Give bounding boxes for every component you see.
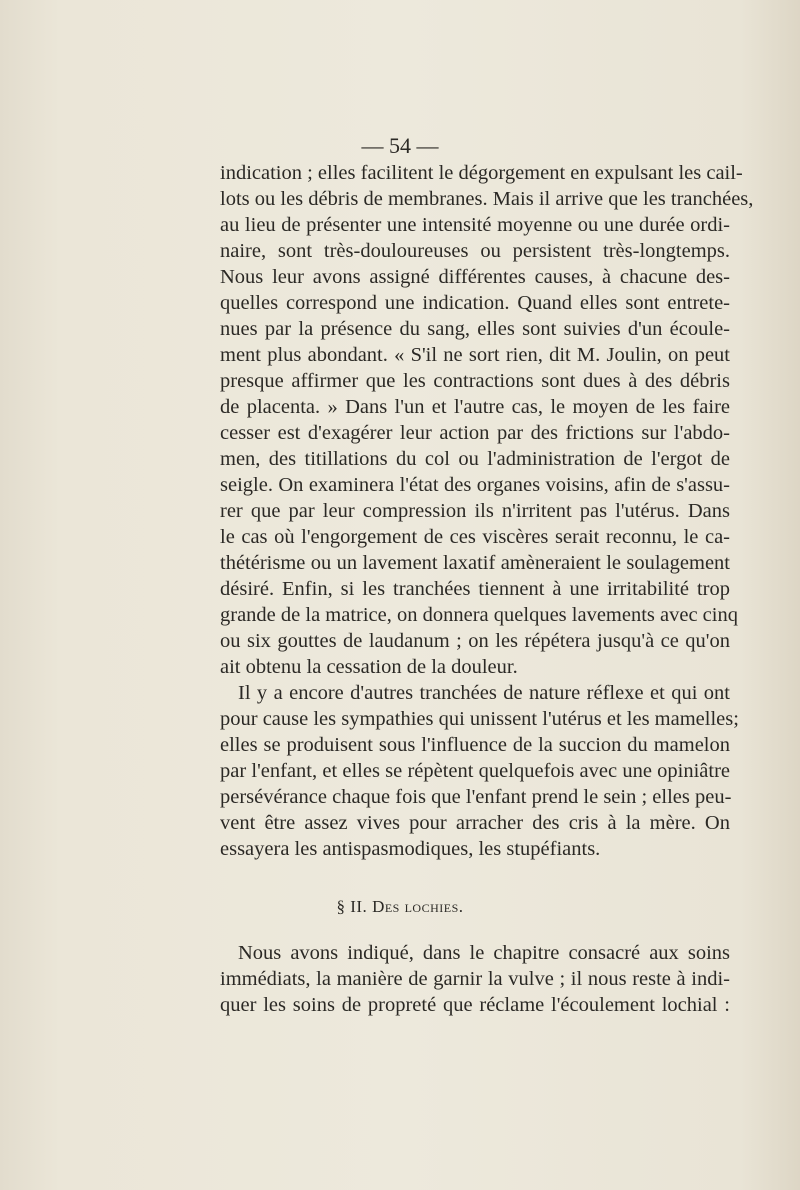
text-line: nues par la présence du sang, elles sont suivies d'un écoule- <box>220 318 730 340</box>
text-line: grande de la matrice, on donnera quelques lavements avec cinq <box>220 604 738 626</box>
text-line: naire, sont très-douloureuses ou persistent très-longtemps. <box>220 240 730 262</box>
text-line: ment plus abondant. « S'il ne sort rien, dit M. Joulin, on peut <box>220 344 730 366</box>
text-line: immédiats, la manière de garnir la vulve ; il nous reste à indi- <box>220 968 730 990</box>
text-line: ait obtenu la cessation de la douleur. <box>220 656 518 678</box>
text-line: ou six gouttes de laudanum ; on les répétera jusqu'à ce qu'on <box>220 630 730 652</box>
section-heading <box>0 897 800 917</box>
text-line: de placenta. » Dans l'un et l'autre cas, le moyen de les faire <box>220 396 730 418</box>
text-line: vent être assez vives pour arracher des cris à la mère. On <box>220 812 730 834</box>
text-line: presque affirmer que les contractions sont dues à des débris <box>220 370 730 392</box>
text-line: Il y a encore d'autres tranchées de nature réflexe et qui ont <box>238 682 730 704</box>
text-line: Nous avons indiqué, dans le chapitre consacré aux soins <box>238 942 730 964</box>
text-line: seigle. On examinera l'état des organes voisins, afin de s'assu- <box>220 474 730 496</box>
text-line: pour cause les sympathies qui unissent l'utérus et les mamelles; <box>220 708 739 730</box>
page-number: — 54 — <box>361 133 439 158</box>
text-line: désiré. Enfin, si les tranchées tiennent à une irritabilité trop <box>220 578 730 600</box>
text-line: essayera les antispasmodiques, les stupéfiants. <box>220 838 601 860</box>
text-line: cesser est d'exagérer leur action par des frictions sur l'abdo- <box>220 422 730 444</box>
text-line: quer les soins de propreté que réclame l'écoulement lochial : <box>220 994 730 1016</box>
section-number: § II. <box>336 897 368 916</box>
text-line: men, des titillations du col ou l'administration de l'ergot de <box>220 448 730 470</box>
text-line: lots ou les débris de membranes. Mais il arrive que les tranchées, <box>220 188 754 210</box>
section-title: Des lochies. <box>372 897 464 916</box>
text-line: elles se produisent sous l'influence de la succion du mamelon <box>220 734 730 756</box>
text-line: Nous leur avons assigné différentes causes, à chacune des- <box>220 266 730 288</box>
text-line: persévérance chaque fois que l'enfant prend le sein ; elles peu- <box>220 786 732 808</box>
text-line: indication ; elles facilitent le dégorgement en expulsant les cail- <box>220 162 743 184</box>
text-line: thétérisme ou un lavement laxatif amèneraient le soulagement <box>220 552 730 574</box>
text-line: rer que par leur compression ils n'irritent pas l'utérus. Dans <box>220 500 730 522</box>
text-line: le cas où l'engorgement de ces viscères serait reconnu, le ca- <box>220 526 730 548</box>
text-line: par l'enfant, et elles se répètent quelquefois avec une opiniâtre <box>220 760 730 782</box>
text-line: au lieu de présenter une intensité moyenne ou une durée ordi- <box>220 214 730 236</box>
text-line: quelles correspond une indication. Quand elles sont entrete- <box>220 292 730 314</box>
